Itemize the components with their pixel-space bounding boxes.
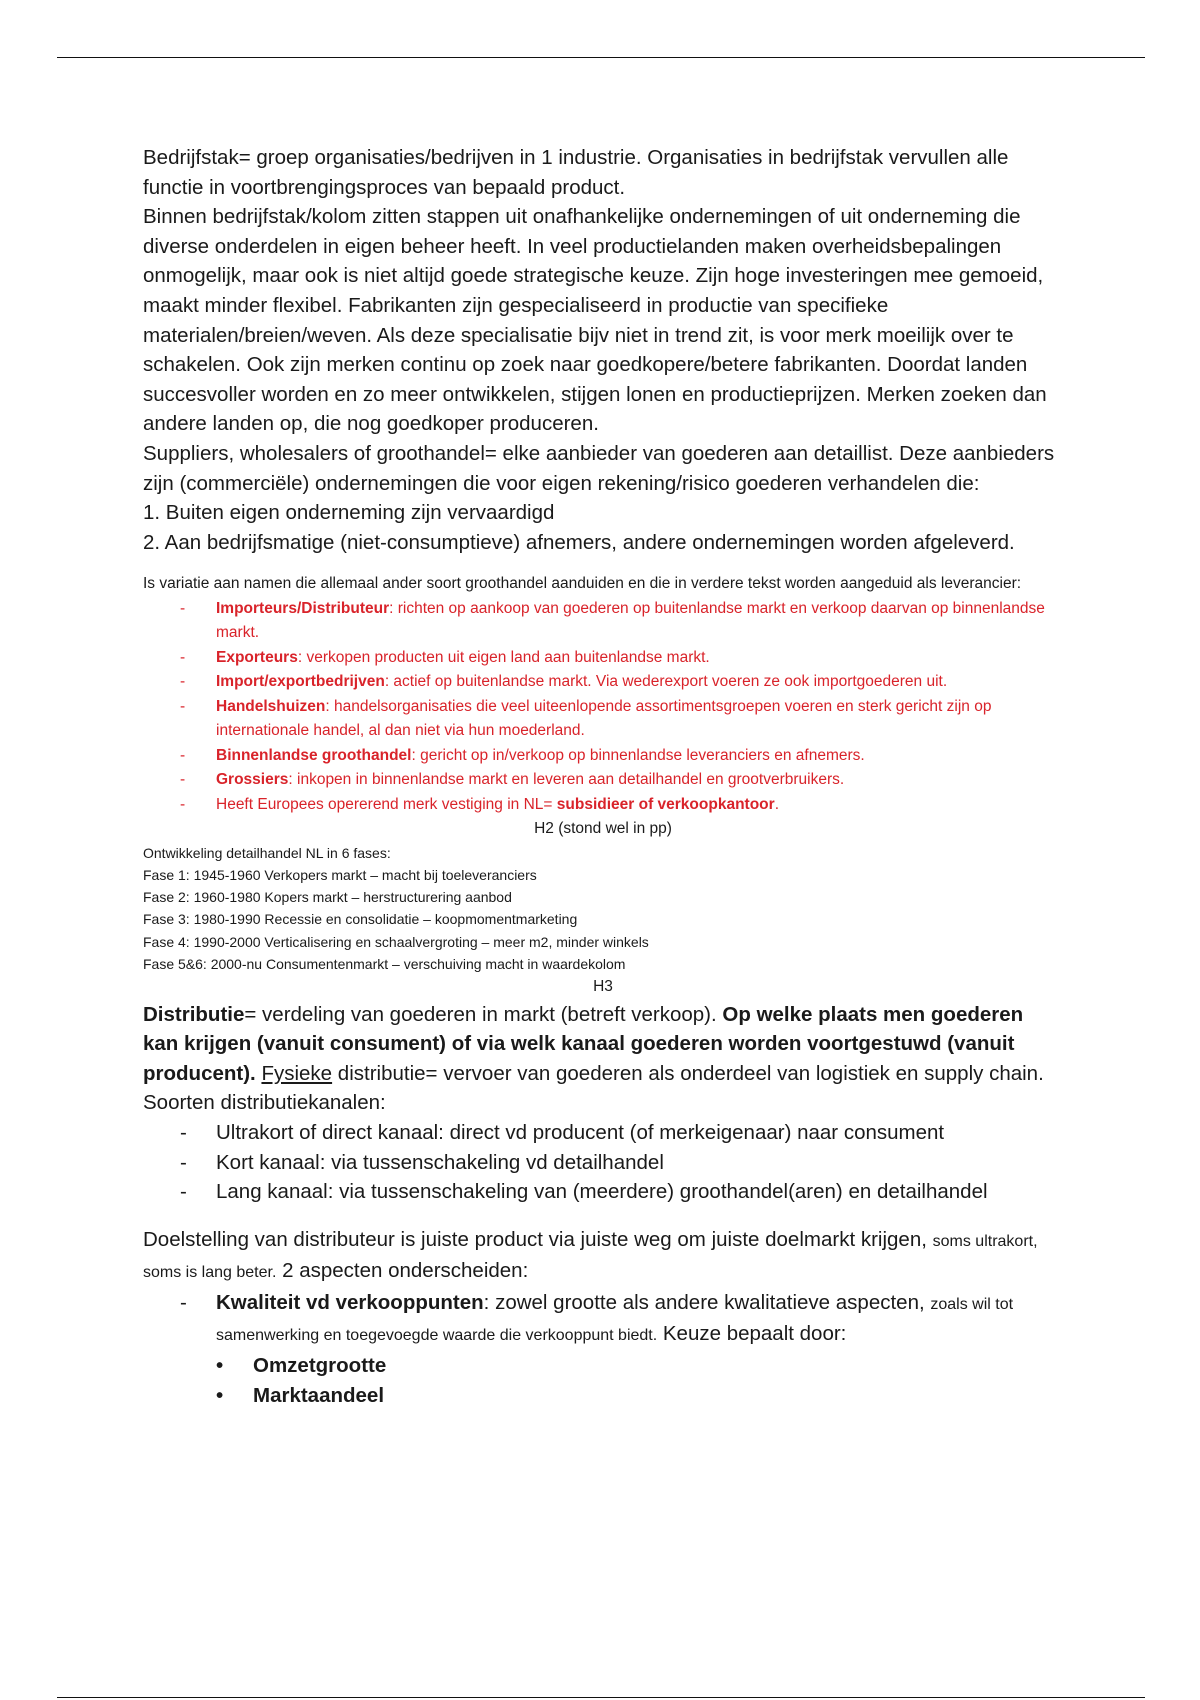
term: Grossiers [216, 771, 289, 789]
definition: : handelsorganisaties die veel uiteenlopende assortimentsgroepen voeren en sterk gericht zijn op internationale handel, al dan niet via hun moederland. [216, 697, 992, 740]
distributie-section [143, 1000, 1063, 1411]
definition: = verdeling van goederen in markt (betreft verkoop). [244, 1002, 723, 1026]
list-item [216, 646, 1063, 671]
paragraph-bedrijfstak: Bedrijfstak= groep organisaties/bedrijven in 1 industrie. Organisaties in bedrijfstak vervullen alle functie in voortbrengingsproces van bepaald product. [143, 146, 1009, 199]
paragraph-distributie [143, 1000, 1063, 1118]
term: Importeurs/Distributeur [216, 599, 390, 617]
h3-heading: H3 [593, 978, 613, 996]
document-body [143, 143, 1063, 1410]
definition: distributie= vervoer van goederen als onderdeel van logistiek en supply chain. Soorten distributiekanalen: [143, 1061, 1044, 1115]
paragraph-suppliers: Suppliers, wholesalers of groothandel= elke aanbieder van goederen aan detaillist. Deze aanbieders zijn (commerciële) ondernemingen die voor eigen rekening/risico goederen verhandelen die: [143, 441, 1055, 495]
list-item: - Lang kanaal: via tussenschakeling van (meerdere) groothandel(aren) en detailhandel [216, 1177, 1063, 1207]
term: Binnenlandse groothandel [216, 746, 412, 764]
punctuation: . [774, 795, 779, 813]
condition-1: 1. Buiten eigen onderneming zijn vervaardigd [143, 501, 555, 525]
definition: : gericht op in/verkoop op binnenlandse leveranciers en afnemers. [411, 746, 865, 764]
criteria-list [143, 1351, 1063, 1410]
term: Kwaliteit vd verkooppunten [216, 1290, 484, 1314]
footer-rule [57, 1697, 1145, 1698]
term: Distributie [143, 1002, 245, 1026]
definition: : verkopen producten uit eigen land aan buitenlandse markt. [297, 648, 710, 666]
h2-section [143, 842, 1063, 975]
definition: Heeft Europees opererend merk vestiging in NL= [216, 795, 557, 813]
term: Import/exportbedrijven [216, 673, 385, 691]
list-item [216, 768, 1063, 793]
supplier-types-section [143, 572, 1063, 817]
emphasis: Op welke plaats men goederen kan krijgen (vanuit consument) of via welk kanaal goederen worden voortgestuwd (vanuit producent). [143, 1002, 1024, 1085]
definition: Keuze bepaalt door: [657, 1322, 847, 1346]
list-item: • Marktaandeel [253, 1381, 1063, 1411]
supplier-types-list [143, 597, 1063, 818]
definition: : inkopen in binnenlandse markt en leveren aan detailhandel en grootverbruikers. [288, 771, 845, 789]
h2-line: Fase 2: 1960-1980 Kopers markt – herstructurering aanbod [143, 889, 512, 906]
definition: : richten op aankoop van goederen op buitenlandse markt en verkoop daarvan op binnenlandse markt. [216, 599, 1045, 642]
text: Doelstelling van distributeur is juiste product via juiste weg om juiste doelmarkt krijgen, [143, 1227, 933, 1251]
list-item [216, 695, 1063, 744]
definition: : actief op buitenlandse markt. Via wederexport voeren ze ook importgoederen uit. [384, 673, 948, 691]
small-text: soms ultrakort, soms is lang beter. [143, 1232, 1038, 1282]
list-item [216, 793, 1063, 818]
list-item [216, 1288, 1063, 1351]
h2-heading: H2 (stond wel in pp) [534, 820, 672, 838]
underlined-term: Fysieke [261, 1061, 333, 1085]
term: Exporteurs [216, 648, 298, 666]
h2-line: Fase 4: 1990-2000 Verticalisering en schaalvergroting – meer m2, minder winkels [143, 933, 649, 950]
term: Handelshuizen [216, 697, 326, 715]
text: 2 aspecten onderscheiden: [276, 1259, 529, 1283]
channels-list [143, 1118, 1063, 1207]
aspects-list [143, 1288, 1063, 1351]
list-item: - Kort kanaal: via tussenschakeling vd detailhandel [216, 1148, 1063, 1178]
h2-line: Fase 5&6: 2000-nu Consumentenmarkt – verschuiving macht in waardekolom [143, 955, 626, 972]
condition-2: 2. Aan bedrijfsmatige (niet-consumptieve) afnemers, andere ondernemingen worden afgeleverd. [143, 530, 1015, 554]
h2-line: Fase 3: 1980-1990 Recessie en consolidatie – koopmomentmarketing [143, 911, 578, 928]
header-rule [57, 57, 1145, 58]
list-item: - Ultrakort of direct kanaal: direct vd producent (of merkeigenaar) naar consument [216, 1118, 1063, 1148]
list-item [216, 597, 1063, 646]
variation-intro: Is variatie aan namen die allemaal ander soort groothandel aanduiden en die in verdere tekst worden aangeduid als leverancier: [143, 575, 1022, 593]
definition: : zowel grootte als andere kwalitatieve aspecten, [483, 1290, 931, 1314]
term: subsidieer of verkoopkantoor [556, 795, 775, 813]
paragraph-bedrijfskolom: Binnen bedrijfstak/kolom zitten stappen uit onafhankelijke ondernemingen of uit onderneming die diverse onderdelen in eigen beheer heeft. In veel productielanden maken overheidsbepalingen onmogelijk, maar ook is niet altijd goede strategische keuze. Zijn hoge investeringen mee gemoeid, maakt minder flexibel. Fabrikanten zijn gespecialiseerd in productie van specifieke materialen/breien/weven. Als deze specialisatie bijv niet in trend zit, is voor merk moeilijk over te schakelen. Ook zijn merken continu op zoek naar goedkopere/betere fabrikanten. Doordat landen succesvoller worden en zo meer ontwikkelen, stijgen lonen en productieprijzen. Merken zoeken dan andere landen op, die nog goedkoper produceren. [143, 205, 1047, 436]
list-item [216, 670, 1063, 695]
paragraph-doelstelling [143, 1225, 1063, 1288]
list-item: • Omzetgrootte [253, 1351, 1063, 1381]
small-text: zoals wil tot samenwerking en toegevoegde waarde die verkooppunt biedt. [216, 1295, 1014, 1345]
h2-line: Fase 1: 1945-1960 Verkopers markt – macht bij toeleveranciers [143, 867, 537, 884]
intro-section [143, 143, 1063, 557]
list-item [216, 744, 1063, 769]
h2-line: Ontwikkeling detailhandel NL in 6 fases: [143, 844, 391, 861]
